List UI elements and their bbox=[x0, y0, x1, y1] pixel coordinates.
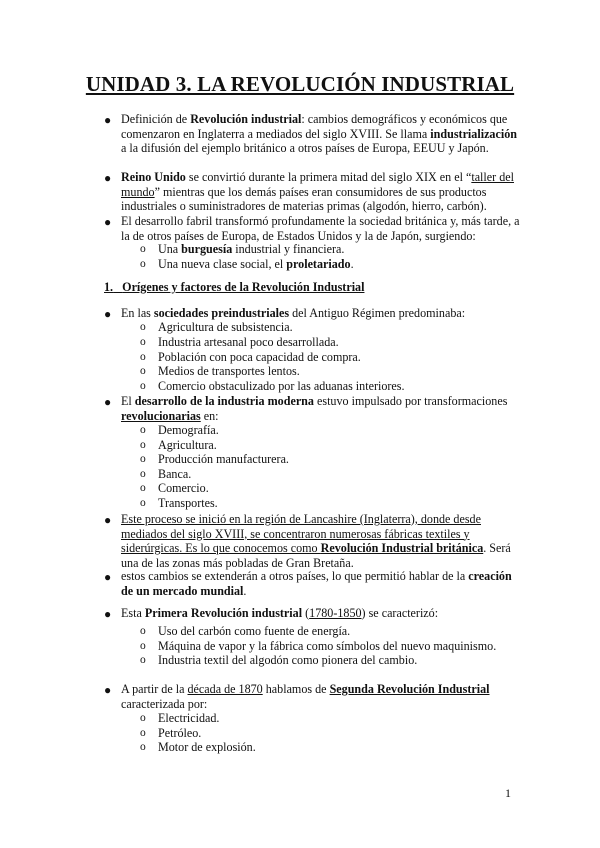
list-item: Agricultura. bbox=[158, 438, 217, 452]
list-item: Una burguesía industrial y financiera. bbox=[158, 242, 345, 256]
sub-bullet-icon: o bbox=[140, 727, 146, 739]
list-item: Población con poca capacidad de compra. bbox=[158, 350, 361, 364]
sub-bullet-icon: o bbox=[140, 439, 146, 451]
list-item: Industria artesanal poco desarrollada. bbox=[158, 335, 339, 349]
sub-bullet-icon: o bbox=[140, 424, 146, 436]
list-item: Uso del carbón como fuente de energía. bbox=[158, 624, 351, 638]
sub-bullet-icon: o bbox=[140, 453, 146, 465]
bullet-icon: ● bbox=[104, 395, 112, 409]
sub-bullet-icon: o bbox=[140, 336, 146, 348]
sub-bullet-icon: o bbox=[140, 351, 146, 363]
list-item: Producción manufacturera. bbox=[158, 452, 289, 466]
list-item: Petróleo. bbox=[158, 726, 202, 740]
sub-bullet-icon: o bbox=[140, 625, 146, 637]
list-item: Comercio obstaculizado por las aduanas interiores. bbox=[158, 379, 405, 393]
sub-bullet-icon: o bbox=[140, 365, 146, 377]
list-item: Industria textil del algodón como pionera del cambio. bbox=[158, 653, 418, 667]
list-item: Una nueva clase social, el proletariado. bbox=[158, 257, 354, 271]
sub-bullet-icon: o bbox=[140, 640, 146, 652]
bullet-icon: ● bbox=[104, 113, 112, 127]
intro-paragraph-3: El desarrollo fabril transformó profundamente la sociedad británica y, más tarde, a la de otros países de Europa, de Estados Unidos y la de Japón, surgiendo: bbox=[121, 214, 520, 243]
section-heading: 1. Orígenes y factores de la Revolución Industrial bbox=[104, 280, 365, 294]
page-number: 1 bbox=[505, 786, 511, 800]
bullet-icon: ● bbox=[104, 513, 112, 527]
paragraph-primera-revolucion: Esta Primera Revolución industrial (1780-1850) se caracterizó: bbox=[121, 606, 439, 620]
paragraph-segunda-revolucion: A partir de la década de 1870 hablamos de Segunda Revolución Industrial caracterizada por: bbox=[121, 682, 490, 711]
list-item: Electricidad. bbox=[158, 711, 220, 725]
sub-bullet-icon: o bbox=[140, 712, 146, 724]
paragraph-industry: El desarrollo de la industria moderna estuvo impulsado por transformaciones revolucionarias en: bbox=[121, 394, 508, 423]
list-item: Agricultura de subsistencia. bbox=[158, 320, 293, 334]
sub-bullet-icon: o bbox=[140, 321, 146, 333]
list-item: Máquina de vapor y la fábrica como símbolos del nuevo maquinismo. bbox=[158, 639, 497, 653]
bullet-icon: ● bbox=[104, 570, 112, 584]
list-item: Transportes. bbox=[158, 496, 218, 510]
sub-bullet-icon: o bbox=[140, 468, 146, 480]
sub-bullet-icon: o bbox=[140, 741, 146, 753]
sub-bullet-icon: o bbox=[140, 482, 146, 494]
list-item: Motor de explosión. bbox=[158, 740, 256, 754]
list-item: Demografía. bbox=[158, 423, 219, 437]
paragraph-preindustrial: En las sociedades preindustriales del Antiguo Régimen predominaba: bbox=[121, 306, 466, 320]
sub-bullet-icon: o bbox=[140, 654, 146, 666]
intro-paragraph-2: Reino Unido se convirtió durante la primera mitad del siglo XIX en el “taller del mundo” mientras que los demás países eran consumidores de sus productos industriales o suministradores de materias primas (algodón, hierro, carbón). bbox=[121, 170, 514, 214]
paragraph-mercado: estos cambios se extenderán a otros países, lo que permitió hablar de la creación de un mercado mundial. bbox=[121, 569, 512, 598]
sub-bullet-icon: o bbox=[140, 258, 146, 270]
bullet-icon: ● bbox=[104, 171, 112, 185]
list-item: Banca. bbox=[158, 467, 192, 481]
bullet-icon: ● bbox=[104, 307, 112, 321]
bullet-icon: ● bbox=[104, 607, 112, 621]
sub-bullet-icon: o bbox=[140, 380, 146, 392]
bullet-icon: ● bbox=[104, 215, 112, 229]
intro-paragraph-1: Definición de Revolución industrial: cambios demográficos y económicos que comenzaron en Inglaterra a mediados del siglo XVIII. Se llama industrialización a la difusión del ejemplo británico a otros países de Europa, EEUU y Japón. bbox=[121, 112, 517, 156]
sub-bullet-icon: o bbox=[140, 243, 146, 255]
list-item: Comercio. bbox=[158, 481, 209, 495]
page-title: UNIDAD 3. LA REVOLUCIÓN INDUSTRIAL bbox=[85, 72, 515, 96]
bullet-icon: ● bbox=[104, 683, 112, 697]
paragraph-lancashire: Este proceso se inició en la región de Lancashire (Inglaterra), donde desde mediados del siglo XVIII, se concentraron numerosas fábricas textiles y siderúrgicas. Es lo que conocemos como Revolución Industrial británica. Será una de las zonas más pobladas de Gran Bretaña. bbox=[121, 512, 511, 570]
sub-bullet-icon: o bbox=[140, 497, 146, 509]
list-item: Medios de transportes lentos. bbox=[158, 364, 300, 378]
